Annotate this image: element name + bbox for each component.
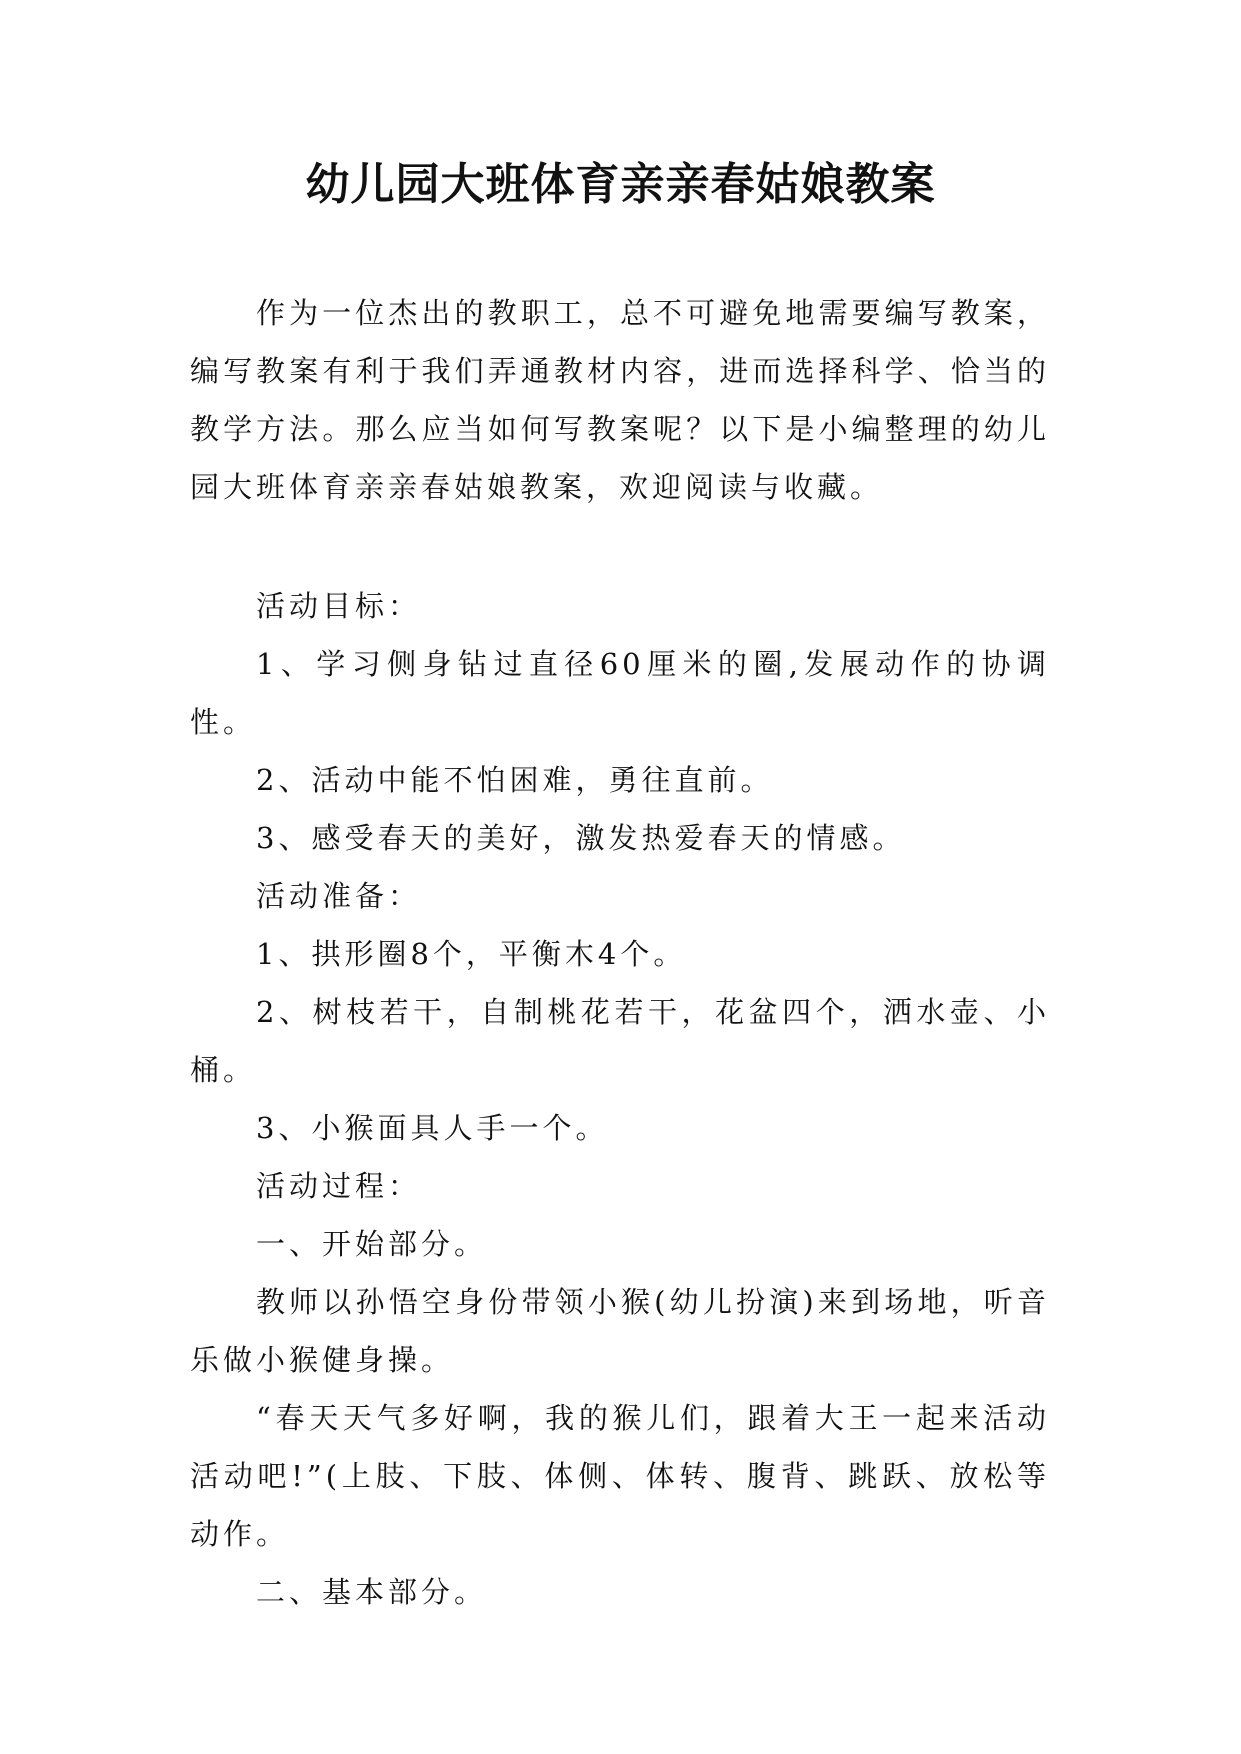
intro-paragraph: 作为一位杰出的教职工，总不可避免地需要编写教案，编写教案有利于我们弄通教材内容，进而选择科学、恰当的教学方法。那么应当如何写教案呢？以下是小编整理的幼儿园大班体育亲亲春姑娘教案，欢迎阅读与收藏。 bbox=[190, 296, 1050, 504]
goal-item-2: 2、活动中能不怕困难，勇往直前。 bbox=[256, 763, 774, 797]
document-title: 幼儿园大班体育亲亲春姑娘教案 bbox=[305, 159, 936, 210]
preparation-item-1: 1、拱形圈8个，平衡木4个。 bbox=[256, 937, 687, 971]
goal-item-3: 3、感受春天的美好，激发热爱春天的情感。 bbox=[256, 821, 906, 855]
heading-activity-preparation: 活动准备： bbox=[256, 879, 422, 913]
preparation-item-2: 2、树枝若干，自制桃花若干，花盆四个，洒水壶、小桶。 bbox=[190, 995, 1050, 1087]
goal-item-1: 1、学习侧身钻过直径60厘米的圈,发展动作的协调性。 bbox=[190, 647, 1050, 739]
preparation-item-3: 3、小猴面具人手一个。 bbox=[256, 1111, 609, 1145]
quote-paragraph: “春天天气多好啊，我的猴儿们，跟着大王一起来活动活动吧!”(上肢、下肢、体侧、体转、腹背、跳跃、放松等动作。 bbox=[190, 1401, 1050, 1551]
process-paragraph: 教师以孙悟空身份带领小猴(幼儿扮演)来到场地，听音乐做小猴健身操。 bbox=[190, 1285, 1050, 1377]
process-part-2-heading: 二、基本部分。 bbox=[256, 1575, 488, 1609]
process-part-1-heading: 一、开始部分。 bbox=[256, 1227, 488, 1261]
heading-activity-goals: 活动目标： bbox=[256, 589, 422, 623]
lesson-content bbox=[190, 577, 1050, 1621]
intro-section bbox=[190, 284, 1050, 516]
heading-activity-process: 活动过程： bbox=[256, 1169, 422, 1203]
